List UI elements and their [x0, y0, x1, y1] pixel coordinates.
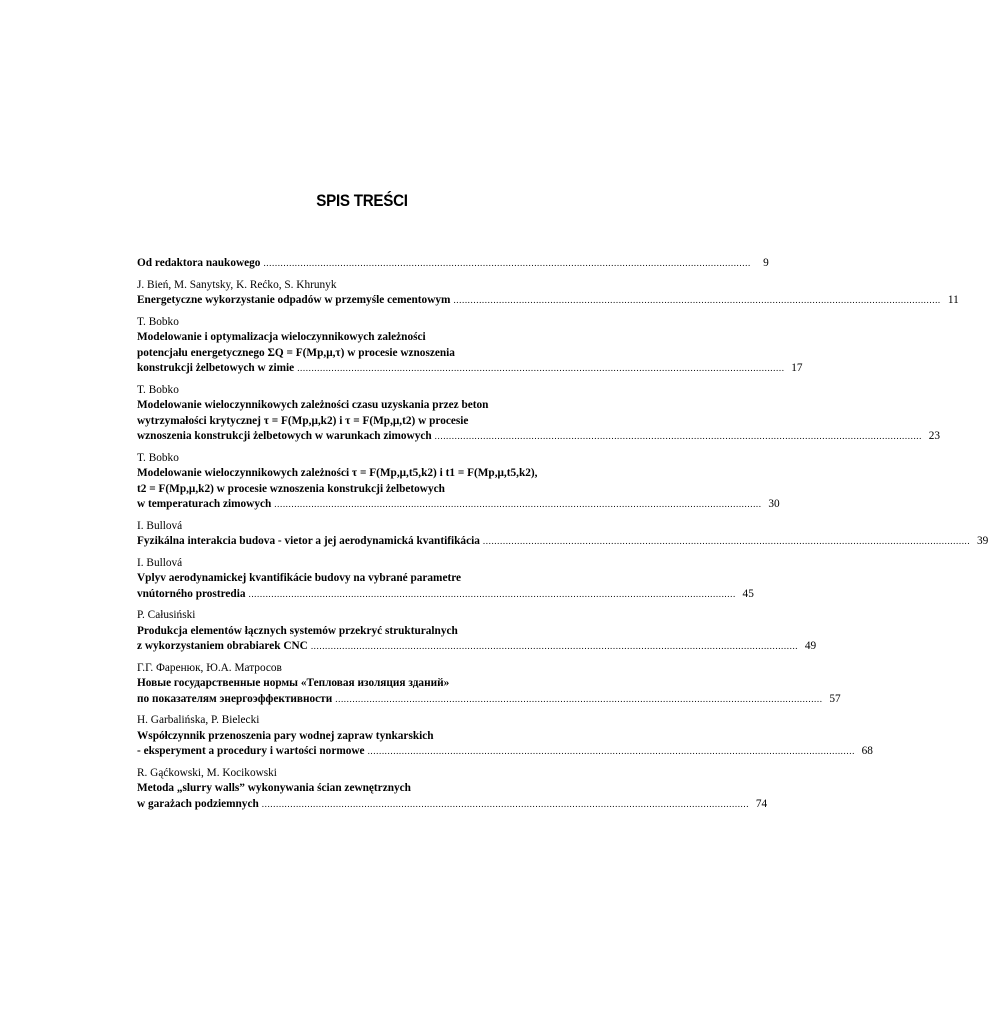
toc-entry-title-line: potencjału energetycznego ΣQ = F(Mp,μ,τ) w procesie wznoszenia: [137, 346, 455, 359]
dot-leader: ...........................................................................................................................................................................: [248, 588, 736, 599]
toc-entry-title-line: z wykorzystaniem obrabiarek CNC: [137, 640, 308, 652]
toc-entry-authors: P. Całusiński: [137, 609, 196, 621]
toc-entry-title-line: Modelowanie i optymalizacja wieloczynnikowych zależności: [137, 331, 426, 343]
toc-entry-final-line: [137, 692, 841, 708]
toc-entry-page-number: 17: [791, 362, 803, 374]
toc-entry: [137, 661, 841, 708]
toc-entry-title-line: konstrukcji żelbetowych w zimie: [137, 362, 295, 374]
toc-entry-title-line: vnútorného prostredia: [137, 587, 246, 600]
toc-entry-title-line: wznoszenia konstrukcji żelbetowych w warunkach zimowych: [137, 430, 432, 442]
toc-entry-page-number: 74: [755, 797, 768, 810]
toc-entry-page-number: 30: [768, 498, 780, 510]
toc-entry-page-number: 57: [829, 692, 841, 705]
toc-entry-authors: Г.Г. Фаренюк, Ю.А. Матросов: [137, 661, 282, 674]
toc-entry-title-line: Energetyczne wykorzystanie odpadów w przemyśle cementowym: [137, 294, 451, 306]
toc-entry: [137, 556, 754, 603]
dot-leader: ...........................................................................................................................................................................: [261, 798, 750, 809]
toc-entry: [137, 766, 768, 813]
toc-entry: [137, 608, 817, 655]
toc-entry: [137, 256, 769, 272]
toc-entry-title-line: w temperaturach zimowych: [137, 498, 272, 510]
toc-entry-authors: I. Bullová: [137, 519, 183, 532]
toc-entry-title-line: Od redaktora naukowego: [137, 257, 261, 269]
toc-entry-final-line: [137, 797, 768, 813]
toc-entry: [137, 278, 959, 309]
dot-leader: ...........................................................................................................................................................................: [297, 363, 785, 373]
toc-entry-title-line: - eksperyment a procedury i wartości normowe: [137, 745, 365, 757]
toc-entry-authors: T. Bobko: [137, 451, 179, 464]
toc-entry-title-line: w garażach podziemnych: [137, 797, 259, 810]
table-of-contents: [137, 256, 988, 818]
toc-entry-final-line: [137, 497, 780, 513]
toc-entry-authors: I. Bullová: [137, 556, 183, 569]
toc-entry-final-line: [137, 587, 754, 603]
toc-entry-authors: J. Bień, M. Sanytsky, K. Rećko, S. Khrunyk: [137, 278, 337, 291]
dot-leader: ...........................................................................................................................................................................: [434, 431, 923, 441]
toc-entry-authors: H. Garbalińska, P. Bielecki: [137, 714, 260, 726]
toc-entry-authors: T. Bobko: [137, 315, 179, 328]
toc-entry-page-number: 39: [976, 535, 988, 547]
toc-entry-final-line: [137, 293, 959, 309]
toc-entry-title-line: Metoda „slurry walls” wykonywania ścian zewnętrznych: [137, 782, 411, 794]
toc-entry-title-line: Fyzikálna interakcia budova - vietor a jej aerodynamická kvantifikácia: [137, 535, 480, 547]
page-title: SPIS TREŚCI: [316, 192, 408, 210]
toc-entry-final-line: [137, 744, 873, 760]
dot-leader: ...........................................................................................................................................................................: [310, 641, 799, 651]
toc-entry-title-line: Modelowanie wieloczynnikowych zależności τ = F(Mp,μ,t5,k2) i t1 = F(Mp,μ,t5,k2),: [137, 467, 538, 479]
toc-entry: [137, 451, 780, 513]
toc-entry-page-number: 45: [742, 587, 754, 600]
toc-entry-final-line: [137, 256, 769, 272]
toc-entry-title-line: t2 = F(Mp,μ,k2) w procesie wznoszenia konstrukcji żelbetowych: [137, 482, 445, 495]
toc-entry-final-line: [137, 534, 988, 550]
dot-leader: ...........................................................................................................................................................................: [335, 693, 823, 704]
dot-leader: ...........................................................................................................................................................................: [453, 295, 941, 305]
toc-entry-title-line: Новые государственные нормы «Тепловая изоляция зданий»: [137, 677, 450, 689]
toc-entry-final-line: [137, 429, 941, 445]
toc-entry-page-number: 23: [928, 430, 941, 442]
toc-entry: [137, 519, 988, 550]
toc-entry-page-number: 49: [804, 640, 817, 652]
toc-entry: [137, 383, 941, 445]
dot-leader: ...........................................................................................................................................................................: [367, 746, 855, 756]
toc-entry-title-line: Współczynnik przenoszenia pary wodnej zapraw tynkarskich: [137, 729, 434, 742]
toc-entry-title-line: wytrzymałości krytycznej τ = F(Mp,μ,k2) i τ = F(Mp,μ,t2) w procesie: [137, 414, 469, 427]
toc-entry-title-line: Produkcja elementów łącznych systemów przekryć strukturalnych: [137, 624, 458, 637]
toc-entry-final-line: [137, 361, 803, 377]
toc-entry-final-line: [137, 639, 817, 655]
toc-entry-page-number: 68: [861, 745, 873, 757]
dot-leader: ...........................................................................................................................................................................: [263, 258, 751, 268]
toc-entry-page-number: 11: [947, 294, 959, 306]
toc-entry-title-line: Vplyv aerodynamickej kvantifikácie budovy na vybrané parametre: [137, 572, 462, 584]
dot-leader: ...........................................................................................................................................................................: [482, 536, 971, 546]
toc-entry: [137, 315, 803, 377]
toc-entry-authors: R. Gąćkowski, M. Kocikowski: [137, 766, 277, 779]
toc-entry-title-line: Modelowanie wieloczynnikowych zależności czasu uzyskania przez beton: [137, 399, 489, 411]
dot-leader: ...........................................................................................................................................................................: [274, 499, 762, 509]
toc-entry-page-number: 9: [763, 257, 769, 269]
toc-entry-title-line: по показателям энергоэффективности: [137, 692, 333, 705]
toc-entry: [137, 713, 873, 760]
toc-entry-authors: T. Bobko: [137, 383, 179, 396]
